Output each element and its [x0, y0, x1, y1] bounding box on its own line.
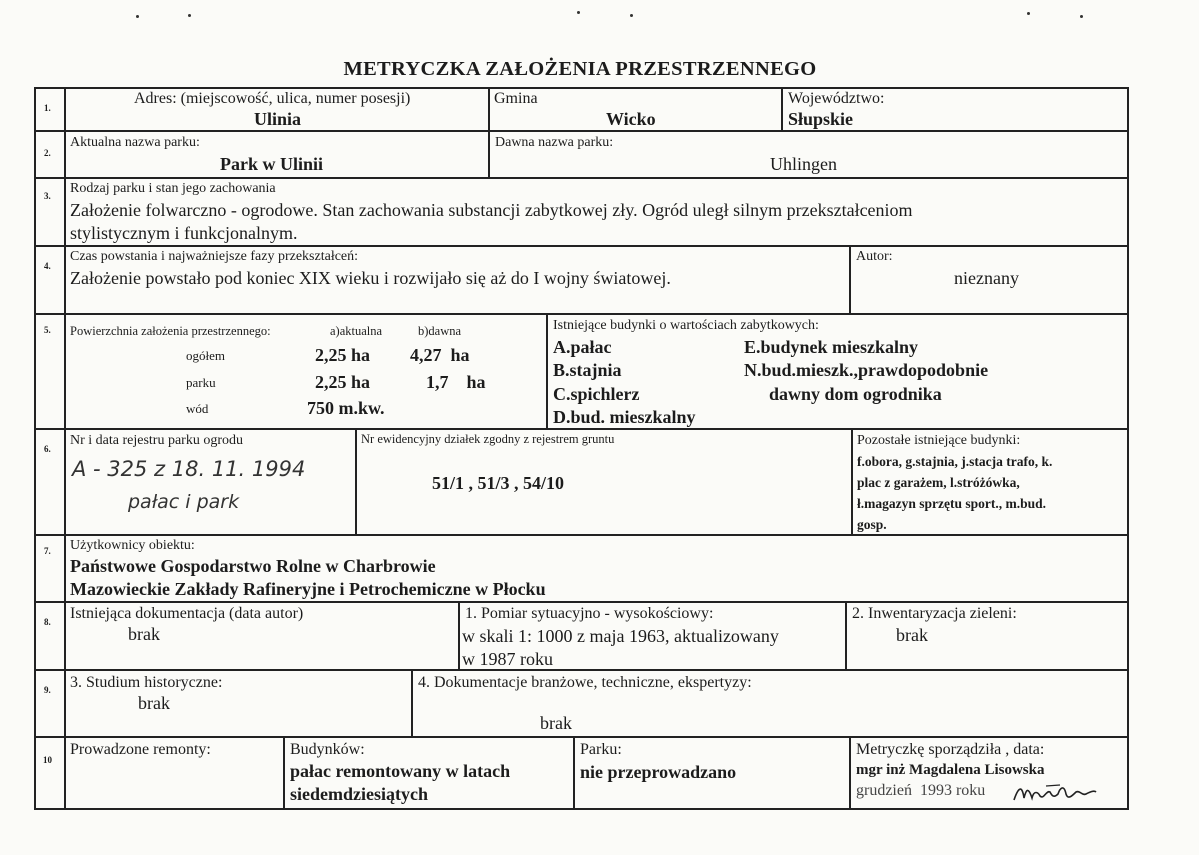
table-border-top: [34, 87, 1129, 89]
branch-docs-value: brak: [540, 713, 572, 733]
cell-divider: [458, 601, 460, 671]
park-renovation-label: Parku:: [580, 741, 622, 758]
row-separator: [34, 177, 1129, 179]
register-label: Nr i data rejestru parku ogrodu: [70, 433, 243, 448]
address-label: Adres: (miejscowość, ulica, numer posesji): [134, 90, 411, 107]
documentation-value: brak: [128, 624, 160, 644]
scan-speck: [136, 15, 139, 18]
table-border-right: [1127, 87, 1129, 810]
row-number: 6.: [44, 444, 51, 454]
cell-divider: [851, 428, 853, 536]
prepared-by-name: mgr inż Magdalena Lisowska: [856, 762, 1045, 778]
prepared-date: grudzień 1993 roku: [856, 782, 986, 799]
row-separator: [34, 736, 1129, 738]
gmina-value: Wicko: [606, 109, 656, 129]
area-former-value: 4,27 ha: [410, 345, 470, 365]
register-handwritten-number: A - 325 z 18. 11. 1994: [72, 457, 306, 481]
documentation-label: Istniejąca dokumentacja (data autor): [70, 605, 304, 622]
row-separator: [34, 534, 1129, 536]
cell-divider: [845, 601, 847, 671]
buildings-renovation-line: siedemdziesiątych: [290, 784, 428, 804]
current-name-label: Aktualna nazwa parku:: [70, 135, 200, 150]
gmina-label: Gmina: [494, 90, 538, 107]
historic-building: C.spichlerz: [553, 384, 640, 404]
other-buildings-line: gosp.: [857, 517, 887, 532]
park-type-line: stylistycznym i funkcjonalnym.: [70, 223, 298, 243]
row-separator: [34, 601, 1129, 603]
scan-speck: [188, 14, 191, 17]
scan-speck: [1027, 12, 1030, 15]
plots-value: 51/1 , 51/3 , 54/10: [432, 473, 565, 493]
cell-divider: [849, 736, 851, 810]
other-buildings-label: Pozostałe istniejące budynki:: [857, 433, 1021, 448]
historic-building: dawny dom ogrodnika: [769, 384, 942, 404]
row-number: 5.: [44, 325, 51, 335]
row-number: 7.: [44, 546, 51, 556]
park-type-label: Rodzaj parku i stan jego zachowania: [70, 181, 276, 196]
cell-divider: [411, 669, 413, 738]
row-separator: [34, 428, 1129, 430]
row-separator: [34, 669, 1129, 671]
cell-divider: [546, 313, 548, 430]
table-border-left: [34, 87, 36, 810]
row-number: 10: [43, 755, 52, 765]
historic-buildings-label: Istniejące budynki o wartościach zabytkowych:: [553, 318, 819, 333]
historical-study-label: 3. Studium historyczne:: [70, 674, 223, 691]
historic-building: N.bud.mieszk.,prawdopodobnie: [744, 360, 989, 380]
area-former-value: 1,7 ha: [426, 372, 486, 392]
author-value: nieznany: [954, 268, 1019, 288]
cell-divider: [488, 130, 490, 179]
former-name-label: Dawna nazwa parku:: [495, 135, 614, 150]
area-current-value: 2,25 ha: [315, 345, 371, 365]
current-name-value: Park w Ulinii: [220, 154, 324, 174]
row-number: 3.: [44, 191, 51, 201]
historic-building: A.pałac: [553, 337, 612, 357]
survey-line: w 1987 roku: [462, 649, 553, 669]
register-handwritten-note: pałac i park: [128, 491, 240, 513]
users-label: Użytkownicy obiektu:: [70, 538, 195, 553]
other-buildings-line: f.obora, g.stajnia, j.stacja trafo, k.: [857, 454, 1053, 469]
user-entry: Państwowe Gospodarstwo Rolne w Charbrowie: [70, 556, 436, 576]
row-separator: [34, 130, 1129, 132]
cell-divider: [488, 87, 490, 132]
cell-divider: [283, 736, 285, 810]
historic-building: B.stajnia: [553, 360, 622, 380]
area-col-former: b)dawna: [418, 324, 462, 338]
cell-divider: [573, 736, 575, 810]
survey-line: w skali 1: 1000 z maja 1963, aktualizowany: [462, 626, 779, 646]
prepared-by-label: Metryczkę sporządziła , data:: [856, 741, 1045, 758]
origin-value: Założenie powstało pod koniec XIX wieku i rozwijało się aż do I wojny światowej.: [70, 268, 671, 288]
table-border-bottom: [34, 808, 1129, 810]
cell-divider: [849, 245, 851, 315]
park-type-line: Założenie folwarczno - ogrodowe. Stan zachowania substancji zabytkowej zły. Ogród uległ silnym przekształceniom: [70, 200, 913, 220]
historic-building: E.budynek mieszkalny: [744, 337, 919, 357]
area-row-label: parku: [186, 375, 216, 390]
other-buildings-line: plac z garażem, l.stróżówka,: [857, 475, 1020, 490]
scan-speck: [630, 14, 633, 17]
greenery-inventory-label: 2. Inwentaryzacja zieleni:: [852, 605, 1017, 622]
other-buildings-line: ł.magazyn sprzętu sport., m.bud.: [857, 496, 1047, 511]
handwritten-signature: [1010, 780, 1100, 806]
branch-docs-label: 4. Dokumentacje branżowe, techniczne, ekspertyzy:: [418, 674, 752, 691]
address-value: Ulinia: [254, 109, 302, 129]
area-current-value: 2,25 ha: [315, 372, 371, 392]
area-label: Powierzchnia założenia przestrzennego:: [70, 324, 271, 338]
historical-study-value: brak: [138, 693, 170, 713]
park-renovation-value: nie przeprowadzano: [580, 762, 737, 782]
renovations-label: Prowadzone remonty:: [70, 741, 211, 758]
scan-speck: [577, 11, 580, 14]
row-separator: [34, 313, 1129, 315]
row-number: 2.: [44, 148, 51, 158]
user-entry: Mazowieckie Zakłady Rafineryjne i Petrochemiczne w Płocku: [70, 579, 546, 599]
former-name-value: Uhlingen: [770, 154, 837, 174]
row-number: 4.: [44, 261, 51, 271]
historic-building: D.bud. mieszkalny: [553, 407, 696, 427]
document-title: METRYCZKA ZAŁOŻENIA PRZESTRZENNEGO: [343, 58, 817, 80]
buildings-renovation-line: pałac remontowany w latach: [290, 761, 511, 781]
survey-label: 1. Pomiar sytuacyjno - wysokościowy:: [465, 605, 714, 622]
cell-divider: [781, 87, 783, 132]
voivodeship-label: Województwo:: [788, 90, 885, 107]
buildings-renovation-label: Budynków:: [290, 741, 365, 758]
row-number: 1.: [44, 103, 51, 113]
scan-speck: [1080, 15, 1083, 18]
plots-label: Nr ewidencyjny działek zgodny z rejestrem gruntu: [361, 432, 615, 446]
row-number: 9.: [44, 685, 51, 695]
origin-label: Czas powstania i najważniejsze fazy przekształceń:: [70, 249, 359, 264]
cell-divider: [355, 428, 357, 536]
greenery-inventory-value: brak: [896, 625, 928, 645]
row-separator: [34, 245, 1129, 247]
number-column-line: [64, 87, 66, 810]
author-label: Autor:: [856, 249, 893, 264]
area-row-label: ogółem: [186, 348, 225, 363]
area-current-value: 750 m.kw.: [307, 398, 385, 418]
area-col-current: a)aktualna: [330, 324, 383, 338]
area-row-label: wód: [186, 401, 209, 416]
row-number: 8.: [44, 617, 51, 627]
voivodeship-value: Słupskie: [788, 109, 854, 129]
